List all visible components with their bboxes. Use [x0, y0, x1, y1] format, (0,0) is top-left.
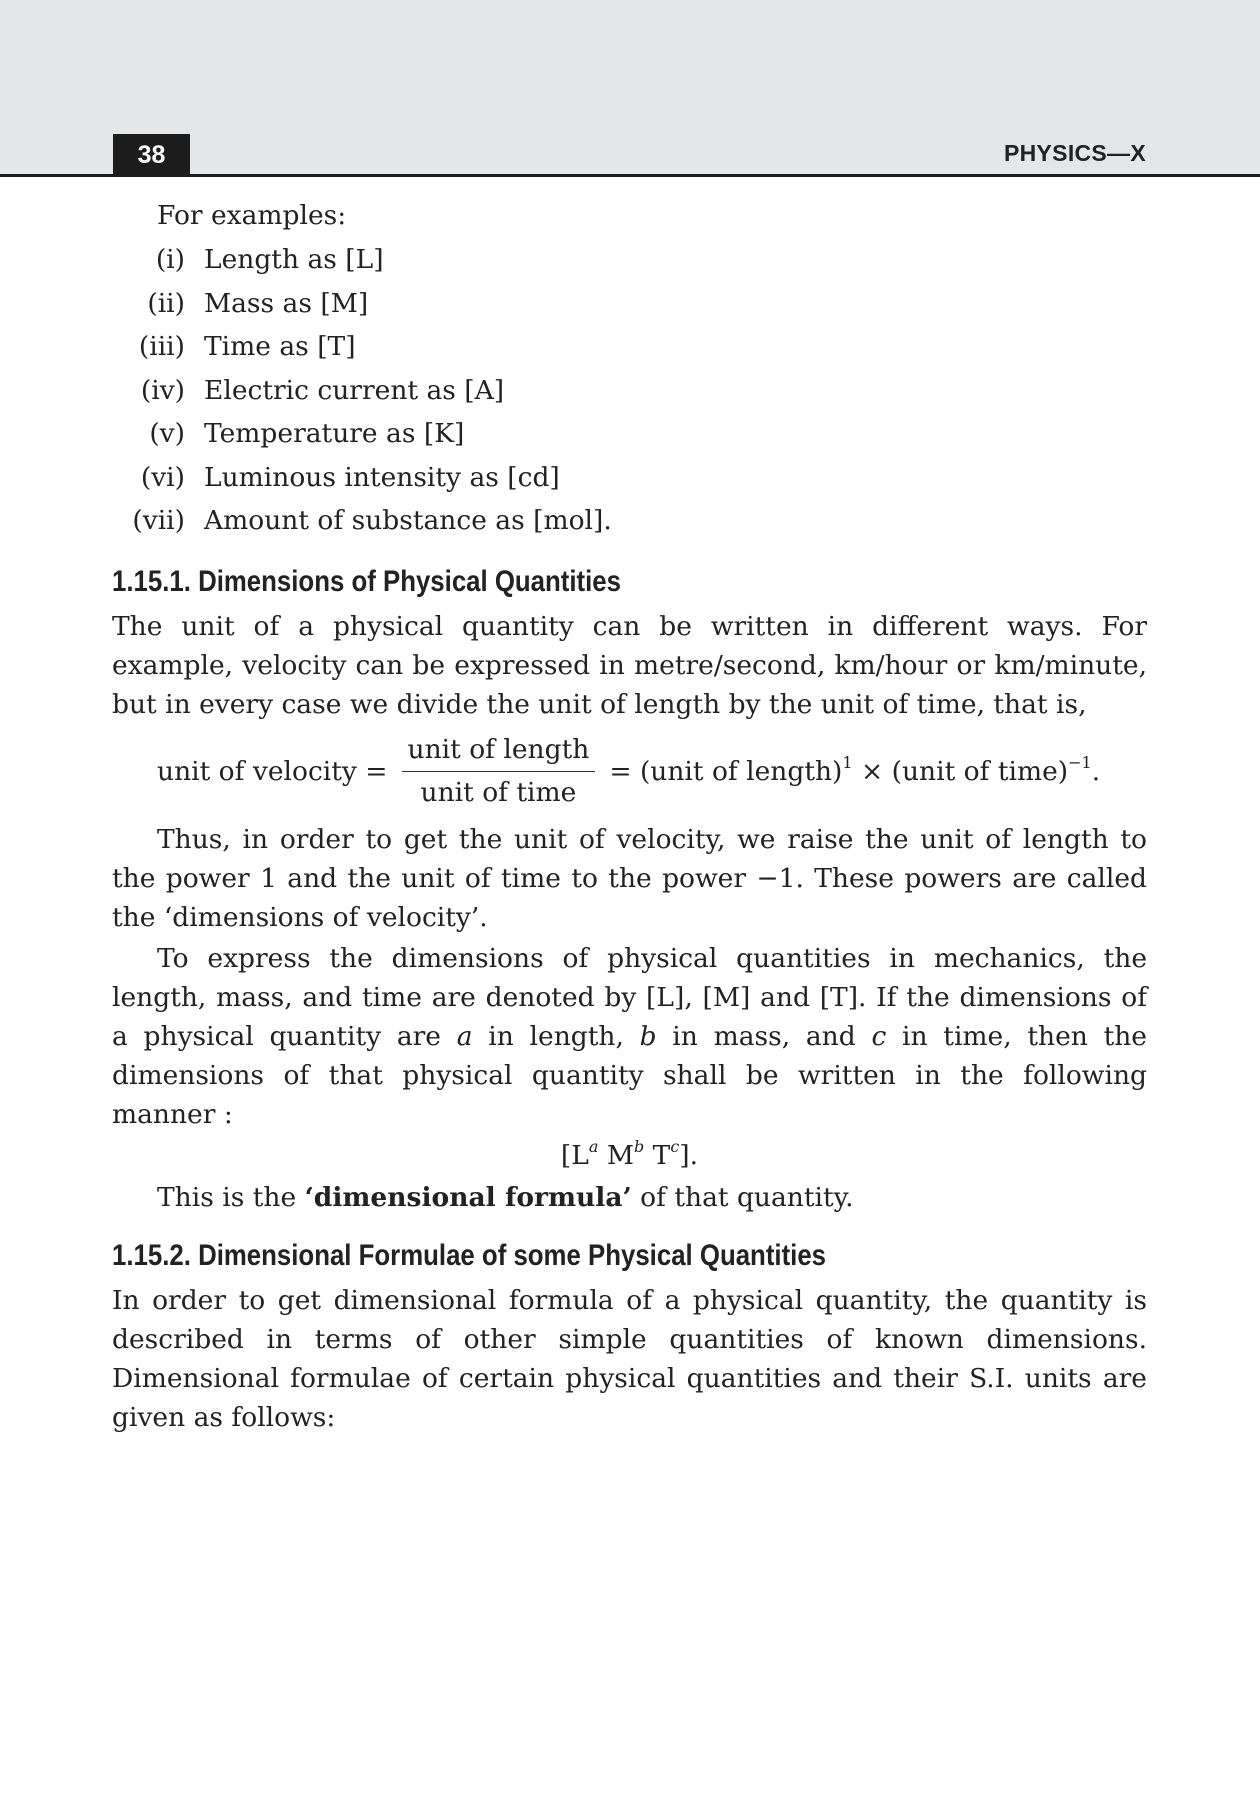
- list-item: [112, 238, 1147, 282]
- list-item: [112, 325, 1147, 369]
- exponent-a: a: [588, 1136, 599, 1156]
- text-run: To express the dimensions of physical quantities in mechanics, the length, mass, and time are denoted by [L], [M] and [T]. If the dimensions of a physical quantity are: [112, 942, 1147, 1052]
- rhs-time: × (unit of time): [852, 756, 1069, 787]
- examples-intro: For examples:: [157, 200, 347, 231]
- list-item-number: (i): [155, 244, 185, 275]
- variable-b: b: [639, 1020, 657, 1052]
- page-number: 38: [113, 134, 190, 176]
- running-title: PHYSICS—X: [1003, 140, 1146, 166]
- list-item-text: Time as [T]: [204, 331, 356, 362]
- list-item-text: Electric current as [A]: [204, 374, 505, 406]
- paragraph-dimensions-of-velocity: Thus, in order to get the unit of velocity, we raise the unit of length to the power 1 and the unit of time to the power −1. These powers are called the ‘dimensions of velocity’.: [112, 823, 1147, 933]
- paragraph-mechanics-dimensions: [112, 939, 1147, 1134]
- section-heading-1-15-1: 1.15.1. Dimensions of Physical Quantities: [112, 564, 622, 598]
- equation-lhs: unit of velocity =: [157, 756, 388, 787]
- exponent-b: b: [633, 1136, 645, 1156]
- text-run: in length,: [472, 1020, 640, 1052]
- text-run: T: [644, 1139, 671, 1171]
- dimensional-formula-expression: [112, 1134, 1147, 1178]
- text-run: ].: [679, 1139, 699, 1171]
- list-item-text: Amount of substance as [mol].: [204, 505, 612, 536]
- paragraph-unit-ways: The unit of a physical quantity can be written in different ways. For example, velocity can be expressed in metre/second, km/hour or km/minute, but in every case we divide the unit of length by the unit of time, that is,: [112, 610, 1147, 720]
- text-run: of that quantity.: [631, 1181, 854, 1213]
- examples-list: [112, 238, 1147, 543]
- velocity-equation: [157, 724, 1147, 820]
- text-run: in time, then the dimensions of that physical quantity shall be written in the following manner :: [112, 1020, 1147, 1130]
- list-item: [112, 369, 1147, 413]
- list-item-number: (vii): [132, 505, 185, 536]
- exponent-c: c: [670, 1136, 680, 1156]
- equation-rhs: [609, 753, 1101, 787]
- fraction-denominator: unit of time: [420, 777, 577, 808]
- rhs-length: = (unit of length): [609, 756, 843, 787]
- text-run: [L: [560, 1139, 589, 1171]
- list-item: [112, 499, 1147, 543]
- list-item-text: Mass as [M]: [204, 287, 369, 319]
- list-item-number: (iv): [140, 374, 185, 406]
- equation-end: .: [1091, 756, 1101, 787]
- fraction-numerator: unit of length: [402, 733, 596, 772]
- list-item-text: Length as [L]: [204, 244, 384, 275]
- text-run: M: [598, 1139, 634, 1171]
- page-content: [112, 196, 1147, 1437]
- paragraph-dimensional-formula-def: [112, 1178, 1147, 1217]
- bold-term: ‘dimensional formula’: [304, 1181, 632, 1213]
- text-run: This is the: [157, 1181, 305, 1213]
- equation-fraction: [402, 733, 596, 810]
- section-heading-1-15-2: 1.15.2. Dimensional Formulae of some Physical Quantities: [112, 1238, 827, 1272]
- list-item: [112, 282, 1147, 326]
- variable-a: a: [456, 1020, 473, 1052]
- list-item-text: Temperature as [K]: [204, 418, 465, 449]
- exponent-minus-1: −1: [1068, 753, 1092, 772]
- paragraph-formulae-intro: In order to get dimensional formula of a physical quantity, the quantity is described in terms of other simple quantities of known dimensions. Dimensional formulae of certain physical quantities and their S.I. units are given as follows:: [112, 1284, 1147, 1433]
- list-item-number: (vi): [140, 461, 185, 493]
- list-item: [112, 412, 1147, 456]
- variable-c: c: [871, 1020, 887, 1052]
- list-item-number: (ii): [147, 287, 185, 319]
- text-run: in mass, and: [656, 1020, 872, 1052]
- list-item-text: Luminous intensity as [cd]: [204, 461, 560, 493]
- list-item-number: (v): [149, 418, 185, 449]
- list-item-number: (iii): [138, 331, 185, 362]
- exponent-1: 1: [842, 753, 853, 772]
- list-item: [112, 456, 1147, 500]
